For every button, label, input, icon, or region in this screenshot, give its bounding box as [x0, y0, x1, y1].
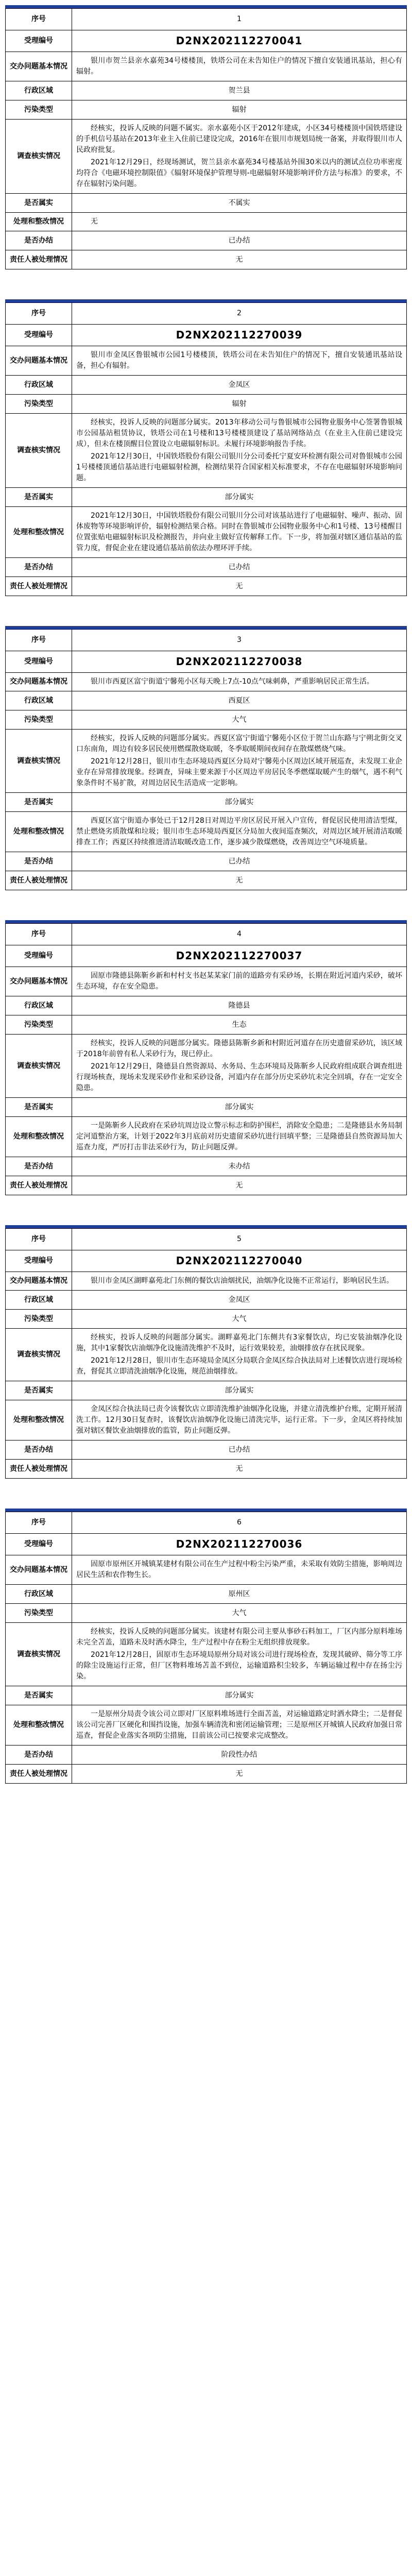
investigation-paragraph: 2021年12月29日，隆德县自然资源局、水务局、生态环境局及陈靳乡人民政府组成联合调查组进行现场核查，现场未发现采砂作业和采砂设备，河道内存在部分历史采砂坑未完全回填，存在一定安全隐患。 [76, 1062, 402, 1092]
investigation-paragraph: 经核实，投诉人反映的问题不属实。亲水嘉苑小区于2012年建成，小区34号楼楼顶中国铁塔建设的手机信号基站在2013年业主入住前已建设完成，2016年在银川市规划局统一备案，并取得银川市人民政府批复。 [76, 124, 402, 154]
row-pollution [6, 710, 407, 730]
case-closed: 已办结 [72, 558, 407, 577]
label-region: 行政区域 [6, 1585, 72, 1604]
label-investigation: 调查核实情况 [6, 414, 72, 488]
case-investigation [72, 1035, 407, 1098]
label-handling: 处理和整改情况 [6, 507, 72, 558]
label-number: 受理编号 [6, 651, 72, 673]
label-region: 行政区域 [6, 81, 72, 100]
case-closed: 已办结 [72, 1440, 407, 1460]
row-region [6, 1585, 407, 1604]
label-number: 受理编号 [6, 945, 72, 967]
label-complaint: 交办问题基本情况 [6, 1555, 72, 1585]
case-card [5, 626, 407, 890]
case-handling [72, 1705, 407, 1745]
case-card [5, 5, 407, 269]
investigation-paragraph: 经核实，投诉人反映的问题部分属实。隆德县陈靳乡新和村附近河道存在历史遗留采砂坑，该区域于2018年前曾有私人采砂行为，现已停止。 [76, 1039, 402, 1058]
label-investigation: 调查核实情况 [6, 1035, 72, 1098]
case-pollution: 生态 [72, 1015, 407, 1035]
label-handling: 处理和整改情况 [6, 812, 72, 852]
row-closed [6, 231, 407, 250]
case-complaint [72, 673, 407, 691]
case-region: 原州区 [72, 1585, 407, 1604]
case-seq: 3 [72, 630, 407, 651]
row-handling [6, 812, 407, 852]
label-closed: 是否办结 [6, 1157, 72, 1176]
label-accountability: 责任人被处理情况 [6, 1765, 72, 1784]
investigation-paragraph: 经核实，投诉人反映的问题部分属实。该建材有限公司主要从事砂石料加工，厂区内部分原料堆场未完全苫盖，道路未及时洒水降尘，生产过程中存在粉尘无组织排放现象。 [76, 1628, 402, 1647]
investigation-paragraph: 2021年12月28日，银川市生态环境局金凤区分局联合金凤区综合执法局对上述餐饮店进行现场检查，督促其立即清洗油烟净化设施，规范油烟排放。 [76, 1357, 402, 1376]
label-accountability: 责任人被处理情况 [6, 871, 72, 890]
case-card [5, 1509, 407, 1784]
investigation-paragraph: 2021年12月29日，经现场测试，贺兰县亲水嘉苑34号楼基站外围30米以内的测试点位功率密度均符合《电磁环境控制限值》《辐射环境保护管理导则-电磁辐射环境影响评价方法与标准》的要求，不存在辐射污染问题。 [76, 158, 402, 188]
label-closed: 是否办结 [6, 852, 72, 871]
case-seq: 6 [72, 1512, 407, 1534]
row-seq [6, 303, 407, 325]
row-accountability [6, 871, 407, 890]
row-accountability [6, 577, 407, 596]
handling-text: 2021年12月30日，中国铁塔股份有限公司银川分公司对该基站进行了电磁辐射、噪声、振动、固体废物等环境影响评价，辐射检测结果合格。同时在鲁银城市公园物业服务中心和1号楼、13号楼醒目位置张贴电磁辐射标识及检测报告，并向业主做好宣传解释工作。下一步，将加强对辖区通信基站的监管力度，督促企业在建设通信基站前依法办理环评手续。 [76, 512, 402, 552]
case-result: 部分属实 [72, 1686, 407, 1705]
row-region [6, 1291, 407, 1310]
case-pollution: 大气 [72, 710, 407, 730]
row-handling [6, 213, 407, 231]
case-seq: 2 [72, 303, 407, 325]
label-handling: 处理和整改情况 [6, 1400, 72, 1440]
row-region [6, 691, 407, 710]
label-result: 是否属实 [6, 194, 72, 213]
label-complaint: 交办问题基本情况 [6, 52, 72, 81]
case-handling [72, 213, 407, 231]
case-accountability: 无 [72, 1176, 407, 1195]
label-region: 行政区域 [6, 1291, 72, 1310]
label-pollution: 污染类型 [6, 1604, 72, 1623]
case-seq: 4 [72, 924, 407, 945]
label-closed: 是否办结 [6, 1745, 72, 1765]
label-handling: 处理和整改情况 [6, 1117, 72, 1157]
investigation-paragraph: 2021年12月28日，银川市生态环境局西夏区分局对宁馨苑小区周边区域开展巡查，未发现工业企业存在异常排放现象。经调查，异味主要来源于小区周边平房居民冬季燃煤取暖产生的烟气，遇不利气象条件时不易扩散，对周边居民生活造成一定影响。 [76, 757, 402, 787]
case-region: 金凤区 [72, 1291, 407, 1310]
row-handling [6, 1705, 407, 1745]
case-number: D2NX202112270041 [72, 30, 407, 52]
row-seq [6, 9, 407, 30]
row-pollution [6, 1015, 407, 1035]
investigation-paragraph: 经核实，投诉人反映的问题部分属实。2013年移动公司与鲁银城市公园物业服务中心签署鲁银城市公园基站租赁协议，铁塔公司在1号楼和13号楼楼顶建设了基站网络站点（在业主入住前已建设完成），但未在楼顶醒目位置设立电磁辐射标识。未履行环境影响报告手续。 [76, 418, 402, 448]
row-pollution [6, 395, 407, 414]
row-pollution [6, 1310, 407, 1329]
row-result [6, 1098, 407, 1117]
row-investigation [6, 730, 407, 793]
label-seq: 序号 [6, 1512, 72, 1534]
case-pollution: 大气 [72, 1604, 407, 1623]
label-investigation: 调查核实情况 [6, 120, 72, 194]
complaint-text: 银川市金凤区湖畔嘉苑北门东侧的餐饮店油烟扰民，油烟净化设施不正常运行，影响居民生活。 [91, 1277, 393, 1285]
case-investigation [72, 414, 407, 488]
row-pollution [6, 1604, 407, 1623]
row-number [6, 325, 407, 346]
case-region: 西夏区 [72, 691, 407, 710]
row-handling [6, 507, 407, 558]
case-handling [72, 1117, 407, 1157]
row-seq [6, 924, 407, 945]
row-complaint [6, 1555, 407, 1585]
case-seq: 5 [72, 1229, 407, 1250]
investigation-paragraph: 2021年12月28日，固原市生态环境局原州分局对该公司进行现场检查，发现其破碎、筛分等工序的除尘设施运行正常，但厂区物料堆场苫盖不到位，运输道路积尘较多，车辆运输过程中存在扬尘污染。 [76, 1651, 402, 1681]
case-table [5, 302, 407, 596]
case-accountability: 无 [72, 1765, 407, 1784]
investigation-paragraph: 经核实，投诉人反映的问题部分属实。西夏区富宁街道宁馨苑小区位于贺兰山东路与宁朔北街交叉口东南角，周边有较多居民使用燃煤散烧取暖，冬季取暖期间夜间存在散煤燃烧气味。 [76, 734, 402, 753]
label-investigation: 调查核实情况 [6, 1329, 72, 1381]
row-result [6, 488, 407, 507]
case-complaint [72, 52, 407, 81]
row-result [6, 194, 407, 213]
case-number: D2NX202112270039 [72, 325, 407, 346]
row-result [6, 1381, 407, 1400]
case-handling [72, 1400, 407, 1440]
investigation-paragraph: 2021年12月30日，中国铁塔股份有限公司银川分公司委托宁夏安环检测有限公司对鲁银城市公园1号楼楼顶通信基站进行电磁辐射检测，检测结果符合国家相关标准要求，不存在电磁辐射环境影响问题。 [76, 452, 402, 482]
case-region: 隆德县 [72, 996, 407, 1015]
case-accountability: 无 [72, 250, 407, 269]
case-accountability: 无 [72, 871, 407, 890]
case-complaint [72, 1272, 407, 1291]
handling-text: 无 [91, 217, 98, 226]
row-handling [6, 1117, 407, 1157]
row-number [6, 1534, 407, 1555]
case-table [5, 629, 407, 890]
label-region: 行政区域 [6, 996, 72, 1015]
case-pollution: 辐射 [72, 100, 407, 120]
row-complaint [6, 52, 407, 81]
case-region: 贺兰县 [72, 81, 407, 100]
case-pollution: 大气 [72, 1310, 407, 1329]
complaint-text: 固原市原州区开城镇某建材有限公司在生产过程中粉尘污染严重，未采取有效防尘措施，影响周边居民生活和农作物生长。 [76, 1560, 402, 1579]
complaint-text: 银川市西夏区富宁街道宁馨苑小区每天晚上7点-10点气味刺鼻，严重影响居民正常生活。 [91, 677, 374, 686]
label-accountability: 责任人被处理情况 [6, 1460, 72, 1479]
label-pollution: 污染类型 [6, 1310, 72, 1329]
label-number: 受理编号 [6, 325, 72, 346]
row-complaint [6, 1272, 407, 1291]
handling-text: 一是陈靳乡人民政府在采砂坑周边设立警示标志和防护围栏，消除安全隐患；二是隆德县水务局制定河道整治方案，计划于2022年3月底前对历史遗留采砂坑进行回填平整；三是隆德县自然资源局加大巡查力度，严厉打击非法采砂行为，防止问题反弹。 [76, 1122, 402, 1151]
row-investigation [6, 414, 407, 488]
row-region [6, 81, 407, 100]
label-region: 行政区域 [6, 691, 72, 710]
case-handling [72, 812, 407, 852]
label-complaint: 交办问题基本情况 [6, 967, 72, 996]
row-closed [6, 1745, 407, 1765]
label-region: 行政区域 [6, 376, 72, 395]
label-investigation: 调查核实情况 [6, 1623, 72, 1686]
row-complaint [6, 346, 407, 376]
case-seq: 1 [72, 9, 407, 30]
row-result [6, 793, 407, 812]
case-investigation [72, 1623, 407, 1686]
row-complaint [6, 967, 407, 996]
row-seq [6, 630, 407, 651]
handling-text: 金凤区综合执法局已责令该餐饮店立即清洗维护油烟净化设施，并建立清洗维护台账，定期开展清洗工作。12月30日复查时，该餐饮店油烟净化设施已清洗完毕，运行正常。下一步，金凤区将持续加强对辖区餐饮业油烟排放的监管，防止问题反弹。 [76, 1405, 402, 1435]
label-handling: 处理和整改情况 [6, 1705, 72, 1745]
complaint-text: 银川市金凤区鲁银城市公园1号楼楼顶，铁塔公司在未告知住户的情况下，擅自安装通讯基站设备，担心有辐射。 [76, 351, 402, 370]
case-complaint [72, 1555, 407, 1585]
label-complaint: 交办问题基本情况 [6, 673, 72, 691]
case-region: 金凤区 [72, 376, 407, 395]
case-investigation [72, 120, 407, 194]
label-pollution: 污染类型 [6, 395, 72, 414]
label-accountability: 责任人被处理情况 [6, 250, 72, 269]
label-pollution: 污染类型 [6, 100, 72, 120]
row-number [6, 1250, 407, 1272]
case-result: 部分属实 [72, 1098, 407, 1117]
investigation-paragraph: 经核实，投诉人反映的问题部分属实。湖畔嘉苑北门东侧共有3家餐饮店，均已安装油烟净化设施，其中1家餐饮店油烟净化设施清洗维护不及时，运行效果较差，油烟排放存在扰民现象。 [76, 1333, 402, 1352]
row-accountability [6, 1176, 407, 1195]
label-complaint: 交办问题基本情况 [6, 346, 72, 376]
row-region [6, 996, 407, 1015]
label-handling: 处理和整改情况 [6, 213, 72, 231]
case-number: D2NX202112270036 [72, 1534, 407, 1555]
row-closed [6, 1440, 407, 1460]
label-accountability: 责任人被处理情况 [6, 577, 72, 596]
case-number: D2NX202112270037 [72, 945, 407, 967]
label-result: 是否属实 [6, 793, 72, 812]
case-result: 部分属实 [72, 793, 407, 812]
label-investigation: 调查核实情况 [6, 730, 72, 793]
row-closed [6, 1157, 407, 1176]
row-handling [6, 1400, 407, 1440]
case-pollution: 辐射 [72, 395, 407, 414]
case-closed: 未办结 [72, 1157, 407, 1176]
label-result: 是否属实 [6, 1381, 72, 1400]
row-accountability [6, 1460, 407, 1479]
row-accountability [6, 1765, 407, 1784]
case-investigation [72, 1329, 407, 1381]
row-closed [6, 852, 407, 871]
case-closed: 已办结 [72, 852, 407, 871]
row-investigation [6, 1329, 407, 1381]
label-pollution: 污染类型 [6, 1015, 72, 1035]
row-investigation [6, 1623, 407, 1686]
case-result: 部分属实 [72, 488, 407, 507]
case-result: 不属实 [72, 194, 407, 213]
label-closed: 是否办结 [6, 231, 72, 250]
label-complaint: 交办问题基本情况 [6, 1272, 72, 1291]
case-card [5, 920, 407, 1195]
row-seq [6, 1229, 407, 1250]
case-handling [72, 507, 407, 558]
case-closed: 已办结 [72, 231, 407, 250]
case-number: D2NX202112270040 [72, 1250, 407, 1272]
label-pollution: 污染类型 [6, 710, 72, 730]
row-seq [6, 1512, 407, 1534]
label-result: 是否属实 [6, 1098, 72, 1117]
label-number: 受理编号 [6, 1534, 72, 1555]
complaint-text: 固原市隆德县陈靳乡新和村村支书赵某某家门前的道路旁有采砂场，长期在附近河道内采砂，破坏生态环境，存在安全隐患。 [76, 972, 402, 991]
case-table [5, 1228, 407, 1479]
case-investigation [72, 730, 407, 793]
complaint-text: 银川市贺兰县亲水嘉苑34号楼楼顶，铁塔公司在未告知住户的情况下擅自安装通讯基站，担心有辐射。 [76, 57, 402, 76]
label-result: 是否属实 [6, 1686, 72, 1705]
label-result: 是否属实 [6, 488, 72, 507]
row-investigation [6, 1035, 407, 1098]
label-seq: 序号 [6, 9, 72, 30]
label-seq: 序号 [6, 924, 72, 945]
label-closed: 是否办结 [6, 1440, 72, 1460]
row-accountability [6, 250, 407, 269]
row-investigation [6, 120, 407, 194]
case-accountability: 无 [72, 1460, 407, 1479]
label-number: 受理编号 [6, 1250, 72, 1272]
label-seq: 序号 [6, 1229, 72, 1250]
case-accountability: 无 [72, 577, 407, 596]
row-number [6, 651, 407, 673]
label-closed: 是否办结 [6, 558, 72, 577]
row-number [6, 30, 407, 52]
row-region [6, 376, 407, 395]
case-table [5, 8, 407, 269]
case-closed: 阶段性办结 [72, 1745, 407, 1765]
case-table [5, 1512, 407, 1784]
handling-text: 一是原州分局责令该公司立即对厂区原料堆场进行全面苫盖，对运输道路定时洒水降尘；二是督促该公司完善厂区硬化和围挡设施，加强车辆清洗和密闭运输管理；三是原州区开城镇人民政府加强日常巡查，督促企业落实各项防尘措施，目前该公司已按要求完成整改。 [76, 1710, 402, 1740]
case-table [5, 923, 407, 1195]
row-number [6, 945, 407, 967]
label-seq: 序号 [6, 303, 72, 325]
label-seq: 序号 [6, 630, 72, 651]
label-number: 受理编号 [6, 30, 72, 52]
case-card [5, 299, 407, 596]
row-closed [6, 558, 407, 577]
row-result [6, 1686, 407, 1705]
case-result: 部分属实 [72, 1381, 407, 1400]
row-pollution [6, 100, 407, 120]
handling-text: 西夏区富宁街道办事处已于12月28日对周边平房区居民开展入户宣传，督促居民使用清洁型煤，禁止燃烧劣质散煤和垃圾；银川市生态环境局西夏区分局加大夜间巡查频次，对周边区域开展清洁取暖排查工作；西夏区持续推进清洁取暖改造工作，逐步减少散煤燃烧，改善周边空气环境质量。 [76, 817, 402, 846]
case-complaint [72, 967, 407, 996]
case-number: D2NX202112270038 [72, 651, 407, 673]
row-complaint [6, 673, 407, 691]
case-card [5, 1225, 407, 1479]
case-complaint [72, 346, 407, 376]
label-accountability: 责任人被处理情况 [6, 1176, 72, 1195]
